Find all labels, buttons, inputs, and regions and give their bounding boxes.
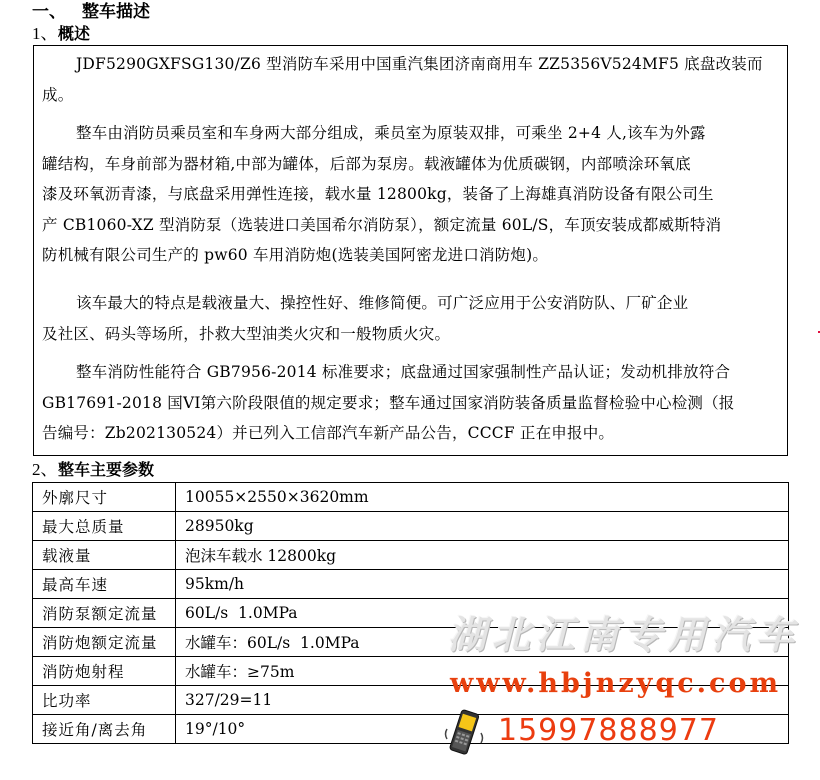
param-value: 泡沫车载水 12800kg: [176, 541, 789, 570]
watermark-company-name: 湖北江南专用汽车: [448, 612, 801, 657]
param-label: 最高车速: [33, 570, 176, 599]
paragraph-line: 告编号：Zb202130524）并已列入工信部汽车新产品公告，CCCF 正在申报中。: [42, 424, 615, 442]
param-value: 水罐车：≥75m: [176, 657, 789, 686]
table-row: [33, 512, 789, 541]
section-title: 整车描述: [82, 2, 150, 22]
param-value: 19°/10°: [176, 715, 789, 744]
table-row: [33, 570, 789, 599]
param-label: 外廓尺寸: [33, 483, 176, 512]
paragraph-line: 防机械有限公司生产的 pw60 车用消防炮(选装美国阿密龙进口消防炮)。: [42, 246, 549, 264]
paragraph-line: 整车由消防员乘员室和车身两大部分组成，乘员室为原装双排，可乘坐 2+4 人,该车为外露: [76, 124, 706, 142]
parameters-number: 2、: [32, 460, 58, 479]
param-value: 60L/s 1.0MPa: [176, 599, 789, 628]
paragraph-line: JDF5290GXFSG130/Z6 型消防车采用中国重汽集团济南商用车 ZZ5356V524MF5 底盘改装而: [76, 55, 763, 73]
param-label: 消防炮额定流量: [33, 628, 176, 657]
paragraph-line: 及社区、码头等场所，扑救大型油类火灾和一般物质火灾。: [42, 324, 451, 343]
parameters-heading: [32, 460, 154, 480]
param-value: 10055×2550×3620mm: [176, 483, 789, 512]
table-row: [33, 599, 789, 628]
param-value: 28950kg: [176, 512, 789, 541]
overview-box: [33, 45, 788, 456]
paragraph-line: 罐结构，车身前部为器材箱,中部为罐体，后部为泵房。载液罐体为优质碳钢，内部喷涂环氧底: [42, 154, 691, 173]
parameters-title: 整车主要参数: [58, 460, 155, 479]
paragraph-compliance: [34, 357, 787, 449]
paragraph-line: 整车消防性能符合 GB7956-2014 标准要求；底盘通过国家强制性产品认证；发动机排放符合: [76, 363, 731, 381]
param-value: 95km/h: [176, 570, 789, 599]
paragraph-model: [34, 49, 787, 110]
paragraph-structure: [34, 118, 787, 271]
watermark-url: www.hbjnzyqc.com: [450, 668, 782, 699]
overview-number: 1、: [32, 24, 58, 43]
param-value: 水罐车：60L/s 1.0MPa: [176, 628, 789, 657]
paragraph-line: 成。: [42, 85, 74, 104]
param-label: 比功率: [33, 686, 176, 715]
table-row: [33, 628, 789, 657]
paragraph-line: 产 CB1060-XZ 型消防泵（选装进口美国希尔消防泵），额定流量 60L/S，车顶安装成都威斯特消: [42, 215, 722, 234]
param-label: 最大总质量: [33, 512, 176, 541]
param-label: 消防炮射程: [33, 657, 176, 686]
table-row: [33, 686, 789, 715]
section-heading: [32, 2, 150, 22]
param-label: 接近角/离去角: [33, 715, 176, 744]
param-label: 消防泵额定流量: [33, 599, 176, 628]
param-label: 载液量: [33, 541, 176, 570]
paragraph-line: 漆及环氧沥青漆，与底盘采用弹性连接，载水量 12800kg，装备了上海雄真消防设备有限公司生: [42, 185, 714, 203]
table-row: [33, 715, 789, 744]
paragraph-line: GB17691-2018 国VI第六阶段限值的规定要求；整车通过国家消防装备质量监督检验中心检测（报: [42, 393, 735, 412]
overview-title: 概述: [58, 24, 91, 43]
table-row: [33, 483, 789, 512]
table-row: [33, 657, 789, 686]
section-number: 一、: [32, 2, 66, 22]
paragraph-line: 该车最大的特点是载液量大、操控性好、维修简便。可广泛应用于公安消防队、厂矿企业: [76, 294, 689, 312]
watermark-phone: 15997888977: [498, 713, 719, 748]
parameters-table: [32, 482, 789, 744]
paragraph-features: [34, 288, 787, 349]
param-value: 327/29=11: [176, 686, 789, 715]
table-row: [33, 541, 789, 570]
overview-heading: [32, 24, 90, 44]
